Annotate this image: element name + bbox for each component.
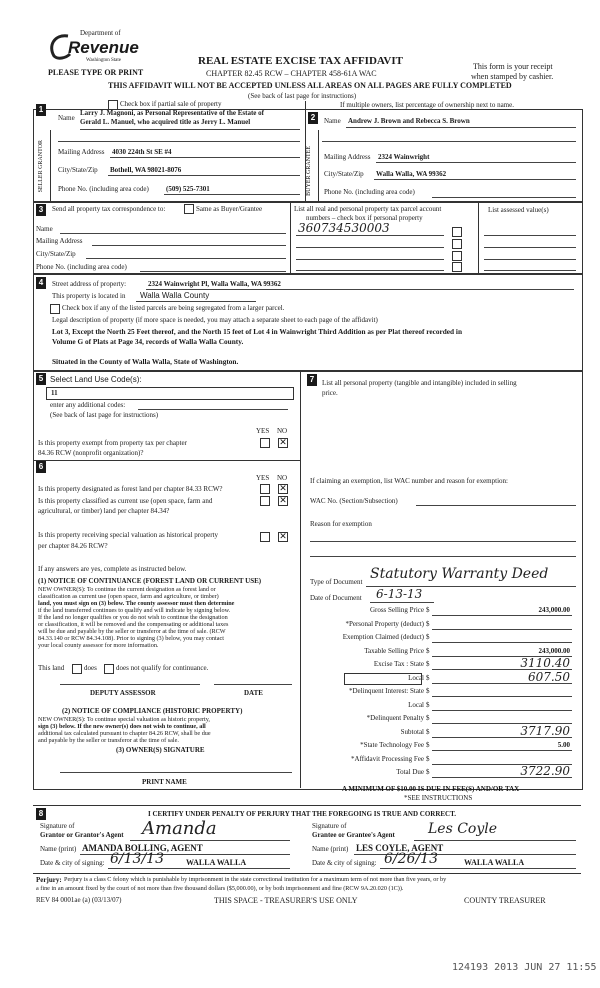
exemption-question: If claiming an exemption, list WAC number and reason for exemption: <box>310 477 508 485</box>
logo-state: Washington State <box>86 58 122 63</box>
date-document-label: Date of Document <box>310 594 362 602</box>
notice-2-title: (2) NOTICE OF COMPLIANCE (HISTORIC PROPERTY) <box>62 707 243 715</box>
tax-row-label: Excise Tax : State <box>373 660 424 668</box>
same-as-buyer-label: Same as Buyer/Grantee <box>196 205 263 213</box>
current-use-yes-checkbox[interactable] <box>260 496 270 506</box>
deputy-assessor-label: DEPUTY ASSESSOR <box>90 689 156 697</box>
tax-row-dollar: $ <box>426 660 430 668</box>
deputy-date-label: DATE <box>244 689 263 697</box>
additional-codes-label: enter any additional codes: <box>50 401 126 409</box>
land-use-label: Select Land Use Code(s): <box>50 375 142 384</box>
tax-row-dollar: $ <box>426 687 430 695</box>
tax-row-label: *Affidavit Processing Fee <box>351 754 424 763</box>
same-as-buyer-checkbox[interactable] <box>184 204 194 214</box>
notice-2-line: NEW OWNER(S): To continue special valuation as historic property, <box>38 716 210 723</box>
seller-city-value: Bothell, WA 98021-8076 <box>110 166 182 174</box>
street-address-label: Street address of property: <box>52 280 127 288</box>
tax-row-label: *State Technology Fee <box>360 741 424 749</box>
see-back-note: (See back of last page for instructions) <box>248 92 357 100</box>
form-title: REAL ESTATE EXCISE TAX AFFIDAVIT <box>198 55 403 67</box>
grantee-sig-label-1: Signature of <box>312 822 347 830</box>
send-city-label: City/State/Zip <box>36 250 76 258</box>
buyer-name-value: Andrew J. Brown and Rebecca S. Brown <box>348 117 470 125</box>
section-1-number: 1 <box>36 104 46 116</box>
section-2-number: 2 <box>308 112 318 124</box>
legal-desc-label: Legal description of property (if more space is needed, you may attach a separate sheet to each page of the affidavit) <box>52 316 378 324</box>
perjury-text-2: a fine in an amount fixed by the court of not more than five thousand dollars ($5,000.00), or by both imprisonment and fine (RCW 9A.20.020 (1C)). <box>36 885 404 892</box>
notice-1-line: your local county assessor for more information. <box>38 642 159 649</box>
tax-row-label: *Personal Property (deduct) <box>345 619 424 628</box>
seller-mailing-value: 4030 224th St SE #4 <box>112 148 172 156</box>
date-document-value: 6-13-13 <box>376 587 423 601</box>
parcel-4-personal-checkbox[interactable] <box>452 262 462 272</box>
send-phone-label: Phone No. (including area code) <box>36 263 127 271</box>
print-name-label: PRINT NAME <box>142 778 187 786</box>
seller-phone-label: Phone No. (including area code) <box>58 185 149 193</box>
tax-row-value: 243,000.00 <box>538 646 570 655</box>
tax-row-label: Gross Selling Price <box>369 606 424 614</box>
form-chapter: CHAPTER 82.45 RCW – CHAPTER 458-61A WAC <box>206 69 377 78</box>
grantor-sig-label-1: Signature of <box>40 822 75 830</box>
local-tax-box <box>344 673 422 685</box>
notice-1-line: land, you must sign on (3) below. The county assessor must then determine <box>38 600 235 607</box>
tax-row-dollar: $ <box>426 619 430 628</box>
parcel-3-personal-checkbox[interactable] <box>452 251 462 261</box>
tax-row-label: Local <box>408 700 424 709</box>
tax-row-value: 3722.90 <box>520 764 570 778</box>
notice-1-line: or classification, it will be removed and the compensating or additional taxes <box>38 621 229 628</box>
section-7-number: 7 <box>307 374 317 386</box>
notice-1-line: If the land no longer qualifies or you do not wish to continue the designation <box>38 614 228 621</box>
send-name-label: Name <box>36 225 53 233</box>
rev-code: REV 84 0001ae (a) (03/13/07) <box>36 896 122 904</box>
current-use-no-checkbox[interactable]: ✕ <box>279 496 287 506</box>
multiple-owners-note: If multiple owners, list percentage of ownership next to name. <box>340 101 514 109</box>
notice-2-line: sign (3) below. If the new owner(s) does not wish to continue, all <box>38 723 206 730</box>
exempt-yes-label: YES <box>256 427 270 435</box>
exempt-q-1: Is this property exempt from property tax per chapter <box>38 439 187 447</box>
partial-sale-label: Check box if partial sale of property <box>120 100 222 108</box>
located-in-value: Walla Walla County <box>140 291 210 300</box>
does-checkbox[interactable] <box>72 664 82 674</box>
section-3-number: 3 <box>36 204 46 216</box>
tax-row-dollar: $ <box>426 727 430 736</box>
historical-q: Is this property receiving special valuation as historical property <box>38 531 219 539</box>
land-use-code-input[interactable] <box>46 387 294 400</box>
notice-1-title: (1) NOTICE OF CONTINUANCE (FOREST LAND OR CURRENT USE) <box>38 577 262 585</box>
tax-row-dollar: $ <box>426 754 430 763</box>
send-correspondence-label: Send all property tax correspondence to: <box>52 205 166 213</box>
reason-label: Reason for exemption <box>310 520 372 528</box>
parcel-1-personal-checkbox[interactable] <box>452 227 462 237</box>
buyer-mailing-value: 2324 Wainwright <box>378 153 430 161</box>
notice-1-line: if the land transferred continues to qualify and will indicate by signing below. <box>38 607 231 614</box>
section-4-number: 4 <box>36 277 46 289</box>
historical-yes-checkbox[interactable] <box>260 532 270 542</box>
exempt-yes-checkbox[interactable] <box>260 438 270 448</box>
does-not-label: does not qualify for continuance. <box>116 664 209 672</box>
notice-1-line: NEW OWNER(S): To continue the current designation as forest land or <box>38 586 216 593</box>
grantee-name-value: LES COYLE, AGENT <box>356 843 444 853</box>
personal-property-label-1: List all personal property (tangible and intangible) included in selling <box>322 379 517 387</box>
tax-row-value: 3110.40 <box>520 656 570 670</box>
certify-statement: I CERTIFY UNDER PENALTY OF PERJURY THAT THE FOREGOING IS TRUE AND CORRECT. <box>148 810 457 818</box>
minimum-fee-note: A MINIMUM OF $10.00 IS DUE IN FEE(S) AND/OR TAX <box>342 785 520 793</box>
segregated-label: Check box if any of the listed parcels are being segregated from a larger parcel. <box>62 304 285 312</box>
form-warning: THIS AFFIDAVIT WILL NOT BE ACCEPTED UNLESS ALL AREAS ON ALL PAGES ARE FULLY COMPLETED <box>108 81 512 90</box>
tax-row-dollar: $ <box>426 700 430 709</box>
wac-label: WAC No. (Section/Subsection) <box>310 497 398 505</box>
receipt-note-2: when stamped by cashier. <box>471 72 554 81</box>
type-document-value: Statutory Warranty Deed <box>370 566 549 582</box>
sec6-no-label: NO <box>277 474 288 482</box>
tax-row-dollar: $ <box>426 673 430 682</box>
grantee-city-value: WALLA WALLA <box>464 858 525 867</box>
situated-text: Situated in the County of Walla Walla, State of Washington. <box>52 357 239 366</box>
receipt-note-1: This form is your receipt <box>473 62 553 71</box>
tax-row-label: Subtotal <box>400 727 424 736</box>
please-type: PLEASE TYPE OR PRINT <box>48 68 144 77</box>
historical-q-2: per chapter 84.26 RCW? <box>38 542 108 550</box>
section-8-number: 8 <box>36 808 46 820</box>
legal-desc-1: Lot 3, Except the North 25 Feet thereof, and the North 15 feet of Lot 4 in Wainwright Third Addition as per Plat thereof recorded in <box>52 327 463 336</box>
owner-signature-label: (3) OWNER(S) SIGNATURE <box>116 746 205 754</box>
revenue-logo <box>46 28 139 68</box>
buyer-city-value: Walla Walla, WA 99362 <box>376 170 447 178</box>
exempt-q-2: 84.36 RCW (nonprofit organization)? <box>38 449 144 457</box>
grantor-date-value: 6/13/13 <box>110 851 164 867</box>
treasurer-space: THIS SPACE - TREASURER'S USE ONLY <box>214 896 358 905</box>
does-label: does <box>84 664 97 672</box>
tax-row-dollar: $ <box>426 714 430 722</box>
current-use-q: Is this property classified as current use (open space, farm and <box>38 497 213 505</box>
tax-row-label: Total Due <box>396 768 424 776</box>
parcel-header-2: numbers – check box if personal property <box>306 214 423 222</box>
assessed-header: List assessed value(s) <box>488 206 549 214</box>
notice-1-line: will be due and payable by the seller or transferor at the time of sale. (RCW <box>38 628 226 635</box>
tax-row-dollar: $ <box>426 741 430 749</box>
logo-name: Revenue <box>68 38 139 57</box>
logo-dept: Department of <box>80 29 121 37</box>
grantor-signature: Amanda <box>142 818 217 839</box>
current-use-q-2: agricultural, or timber) land per chapter 84.34? <box>38 507 170 515</box>
land-use-see-back: (See back of last page for instructions) <box>50 411 159 419</box>
tax-row-value: 5.00 <box>557 741 570 749</box>
this-land-label: This land <box>38 664 65 672</box>
grantee-date-label: Date & city of signing: <box>312 859 377 867</box>
tax-row-dollar: $ <box>426 646 430 655</box>
tax-row-dollar: $ <box>426 633 430 641</box>
type-document-label: Type of Document <box>310 578 363 586</box>
perjury-text-1: Perjury is a class C felony which is punishable by imprisonment in the state correctional institution for a maximum term of not more than five years, or by <box>64 876 447 883</box>
perjury-label: Perjury: <box>36 876 62 884</box>
sec6-yes-label: YES <box>256 474 270 482</box>
tax-row-dollar: $ <box>426 606 430 614</box>
forest-no-checkbox[interactable]: ✕ <box>279 484 287 494</box>
parcel-number-value: 360734530003 <box>298 221 390 235</box>
historical-no-checkbox[interactable]: ✕ <box>279 532 287 542</box>
tax-row-label: Exemption Claimed (deduct) <box>342 633 424 641</box>
street-address-value: 2324 Wainwright Pl, Walla Walla, WA 99362 <box>148 280 281 288</box>
seller-name-label: Name <box>58 114 75 122</box>
notice-1-line: 84.33.140 or RCW 84.34.108). Prior to signing (3) below, you may contact <box>38 635 224 642</box>
grantor-sig-label-2: Grantor or Grantor's Agent <box>40 831 124 839</box>
legal-desc-2: Volume G of Plats at Page 34, records of Walla Walla County. <box>52 337 244 346</box>
seller-phone-value: (509) 525-7301 <box>166 185 210 193</box>
grantor-city-value: WALLA WALLA <box>186 858 247 867</box>
notice-1-line: classification as current use (open space, farm and agriculture, or timber) <box>38 593 219 600</box>
tax-row-value: 243,000.00 <box>538 606 570 614</box>
tax-row-label: *Delinquent Penalty <box>366 714 424 722</box>
section-6-number: 6 <box>36 461 46 473</box>
parcel-2-personal-checkbox[interactable] <box>452 239 462 249</box>
see-instructions-note: *SEE INSTRUCTIONS <box>404 794 473 802</box>
seller-name-1: Larry J. Magnoni, as Personal Representative of the Estate of <box>80 109 264 117</box>
section-5-number: 5 <box>36 373 46 385</box>
exempt-no-label: NO <box>277 427 288 435</box>
seller-side-label: SELLER GRANTOR <box>38 140 44 193</box>
buyer-name-label: Name <box>324 117 341 125</box>
if-yes-note: If any answers are yes, complete as instructed below. <box>38 565 187 573</box>
segregated-checkbox[interactable] <box>50 304 60 314</box>
tax-row-label: *Delinquent Interest: State <box>348 687 424 695</box>
seller-city-label: City/State/Zip <box>58 166 98 174</box>
buyer-mailing-label: Mailing Address <box>324 153 371 161</box>
forest-yes-checkbox[interactable] <box>260 484 270 494</box>
located-in-label: This property is located in <box>52 292 126 300</box>
buyer-phone-label: Phone No. (including area code) <box>324 188 415 196</box>
county-treasurer: COUNTY TREASURER <box>464 896 546 905</box>
exempt-no-checkbox[interactable]: ✕ <box>279 438 287 448</box>
tax-row-label: Taxable Selling Price <box>364 646 424 655</box>
grantor-name-label: Name (print) <box>40 845 77 853</box>
does-not-checkbox[interactable] <box>104 664 114 674</box>
grantee-sig-label-2: Grantee or Grantee's Agent <box>312 831 395 839</box>
forest-q: Is this property designated as forest land per chapter 84.33 RCW? <box>38 485 223 493</box>
grantee-signature: Les Coyle <box>428 821 498 837</box>
notice-2-line: additional tax calculated pursuant to chapter 84.26 RCW, shall be due <box>38 730 211 737</box>
send-mailing-label: Mailing Address <box>36 237 83 245</box>
parcel-header-1: List all real and personal property tax parcel account <box>294 205 442 213</box>
grantor-name-value: AMANDA BOLLING, AGENT <box>82 843 203 853</box>
notice-2-line: and payable by the seller or transferor at the time of sale. <box>38 737 179 744</box>
tax-row-label: Local <box>408 673 424 682</box>
land-use-code-value: 11 <box>51 389 58 397</box>
personal-property-label-2: price. <box>322 389 338 397</box>
grantor-date-label: Date & city of signing: <box>40 859 105 867</box>
received-stamp: 124193 2013 JUN 27 11:55 <box>452 962 597 973</box>
buyer-city-label: City/State/Zip <box>324 170 364 178</box>
tax-row-value: 3717.90 <box>520 723 570 738</box>
tax-row-dollar: $ <box>426 768 430 776</box>
grantee-name-label: Name (print) <box>312 845 349 853</box>
buyer-side-label: BUYER GRANTEE <box>306 146 312 196</box>
seller-mailing-label: Mailing Address <box>58 148 105 156</box>
grantee-date-value: 6/26/13 <box>384 851 438 867</box>
tax-row-value: 607.50 <box>528 669 570 684</box>
seller-name-2: Gerald L. Manuel, who acquired title as Jerry L. Manuel <box>80 118 251 126</box>
